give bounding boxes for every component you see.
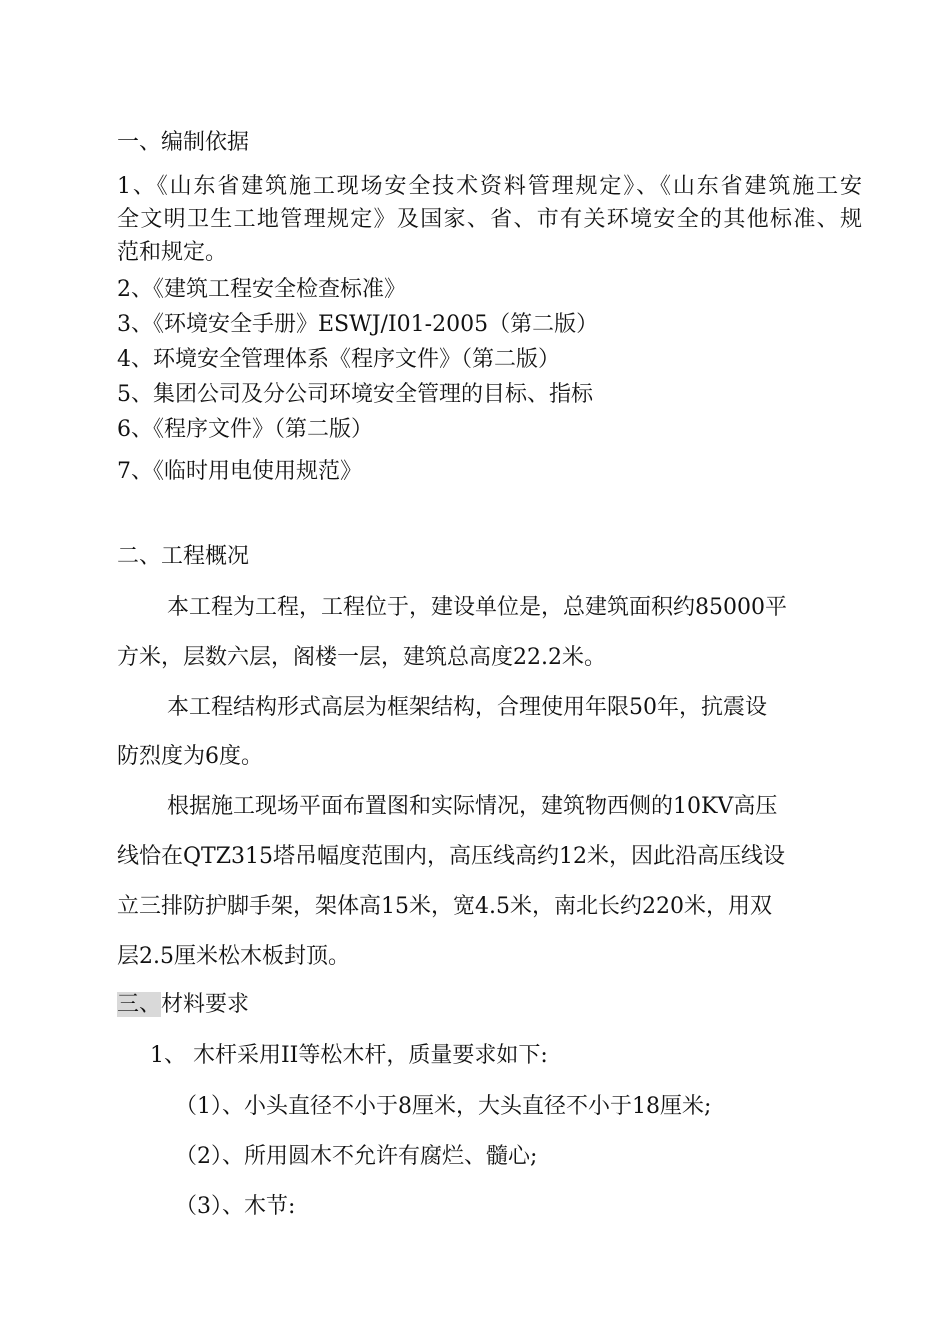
section-heading-overview: 二、工程概况: [117, 544, 250, 569]
overview-p3-line-4: 层2.5厘米松木板封顶。: [117, 944, 350, 969]
overview-p2-line-1: 本工程结构形式高层为框架结构，合理使用年限50年，抗震设: [167, 695, 767, 720]
basis-item-7: 7、《临时用电使用规范》: [117, 459, 362, 484]
materials-sub-item-3: （3）、木节:: [175, 1194, 296, 1219]
materials-item-1: 1、 木杆采用II等松木杆，质量要求如下:: [150, 1043, 548, 1068]
overview-p2-line-2: 防烈度为6度。: [117, 744, 263, 769]
basis-item-1-line-3: 范和规定。: [117, 240, 228, 265]
materials-sub-item-1: （1）、小头直径不小于8厘米，大头直径不小于18厘米;: [175, 1094, 712, 1119]
basis-item-6: 6、《程序文件》（第二版）: [117, 417, 373, 442]
heading-text: 材料要求: [161, 992, 250, 1017]
basis-item-4: 4、环境安全管理体系《程序文件》（第二版）: [117, 347, 560, 372]
overview-p1-line-2: 方米，层数六层，阁楼一层，建筑总高度22.2米。: [117, 645, 606, 670]
basis-item-2: 2、《建筑工程安全检查标准》: [117, 277, 406, 302]
overview-p3-line-2: 线恰在QTZ315塔吊幅度范围内，高压线高约12米，因此沿高压线设: [117, 844, 785, 869]
overview-p1-line-1: 本工程为工程，工程位于，建设单位是，总建筑面积约85000平: [167, 595, 787, 620]
basis-item-1-line-1: 1、《山东省建筑施工现场安全技术资料管理规定》、《山东省建筑施工安: [117, 174, 862, 199]
overview-p3-line-1: 根据施工现场平面布置图和实际情况，建筑物西侧的10KV高压: [167, 794, 778, 819]
basis-item-3: 3、《环境安全手册》ESWJ/I01-2005（第二版）: [117, 312, 599, 337]
basis-item-1-line-2: 全文明卫生工地管理规定》及国家、省、市有关环境安全的其他标准、规: [117, 207, 862, 232]
overview-p3-line-3: 立三排防护脚手架，架体高15米，宽4.5米，南北长约220米，用双: [117, 894, 772, 919]
section-heading-basis: 一、编制依据: [117, 130, 250, 155]
materials-sub-item-2: （2）、所用圆木不允许有腐烂、髓心;: [175, 1144, 538, 1169]
heading-number-highlight: 三、: [117, 992, 162, 1017]
section-heading-materials: [117, 990, 877, 1020]
basis-item-5: 5、集团公司及分公司环境安全管理的目标、指标: [117, 382, 593, 407]
